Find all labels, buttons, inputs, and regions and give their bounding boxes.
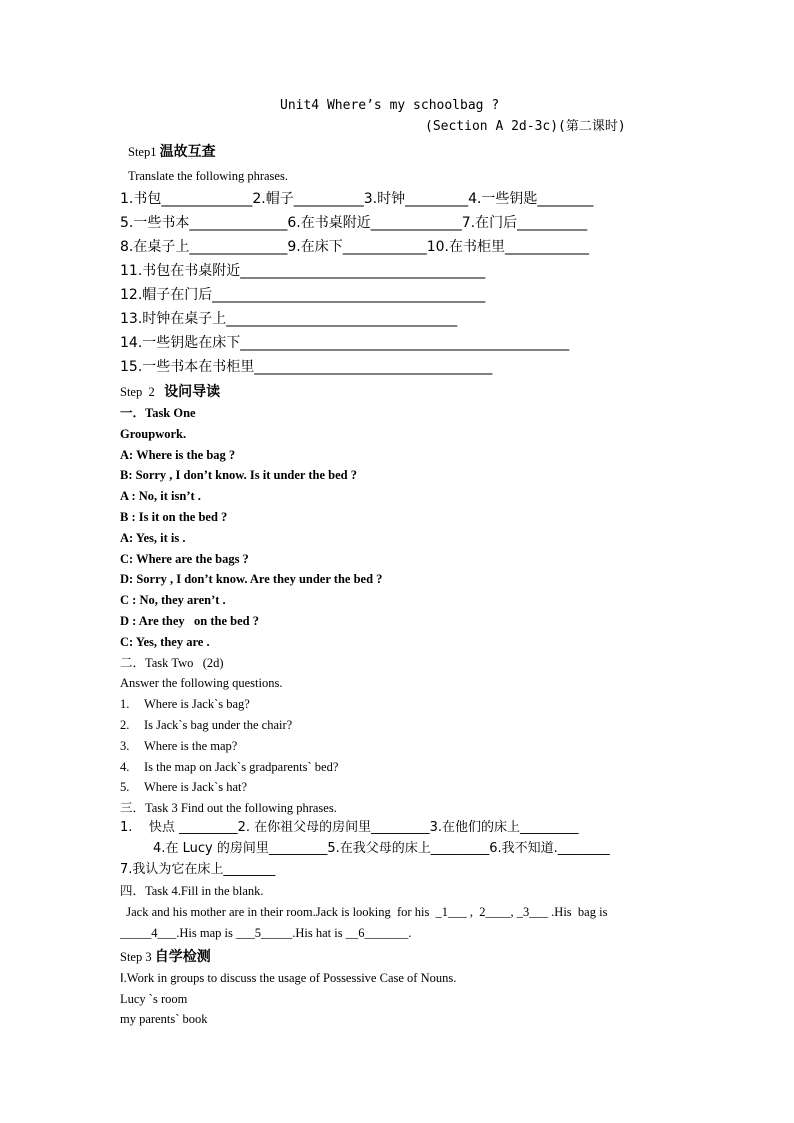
task2-instruction: Answer the following questions.: [120, 676, 283, 690]
example-line: my parents` book: [120, 1012, 208, 1026]
question-text: Is the map on Jack`s gradparents` bed?: [144, 760, 339, 774]
dialogue-line: D : Are they on the bed ?: [120, 614, 260, 628]
step2-label: Step 2: [120, 385, 155, 399]
task3-title: 三．Task 3 Find out the following phrases.: [120, 801, 337, 815]
phrase-line-3: 8.在桌子上______________9.在床下____________10.在书柜里____________: [120, 239, 589, 255]
task4-line-2: _____4___.His map is ___5_____.His hat is __6_______.: [120, 926, 412, 940]
phrase-line-4: 11.书包在书桌附近___________________________________: [120, 263, 486, 279]
question-number: 2.: [120, 718, 130, 732]
question-text: Is Jack`s bag under the chair?: [144, 718, 293, 732]
dialogue-line: C : No, they aren’t .: [120, 593, 226, 607]
document-subtitle: (Section A 2d-3c)(第二课时): [425, 119, 626, 134]
question-item: [120, 779, 247, 795]
question-item: [120, 696, 250, 712]
example-line: Lucy `s room: [120, 992, 188, 1006]
dialogue-line: D: Sorry , I don’t know. Are they under the bed ?: [120, 572, 383, 586]
question-item: [120, 759, 338, 775]
question-text: Where is Jack`s bag?: [144, 697, 250, 711]
phrase-line-8: 15.一些书本在书柜里__________________________________: [120, 359, 493, 375]
phrase-line-1: 1.书包_____________2.帽子__________3.时钟_________4.一些钥匙________: [120, 191, 594, 207]
phrase-line-6: 13.时钟在桌子上_________________________________: [120, 311, 458, 327]
step2-title: 设问导读: [164, 384, 221, 400]
dialogue-line: C: Yes, they are .: [120, 635, 210, 649]
step1-heading: [128, 144, 216, 160]
question-text: Where is the map?: [144, 739, 238, 753]
step3-title: 自学检测: [154, 949, 211, 965]
document-title: Unit4 Where’s my schoolbag ?: [280, 98, 500, 113]
dialogue-line: C: Where are the bags ?: [120, 552, 249, 566]
step2-heading: [120, 384, 220, 400]
task3-line-2: 4.在 Lucy 的房间里_________5.在我父母的床上_________6.我不知道.________: [120, 841, 610, 856]
dialogue-line: A: Yes, it is .: [120, 531, 186, 545]
step3-heading: [120, 949, 211, 965]
step3-item-1: Ⅰ.Work in groups to discuss the usage of Possessive Case of Nouns.: [120, 971, 457, 985]
task3-line-1: 1. 快点 _________2. 在你祖父母的房间里_________3.在他们的床上_________: [120, 820, 579, 835]
step3-label: Step 3: [120, 950, 152, 964]
question-text: Where is Jack`s hat?: [144, 780, 248, 794]
dialogue-line: A : No, it isn’t .: [120, 489, 201, 503]
question-number: 1.: [120, 697, 130, 711]
task4-title: 四．Task 4.Fill in the blank.: [120, 884, 264, 898]
step1-title: 温故互查: [159, 144, 216, 160]
question-number: 3.: [120, 739, 130, 753]
task3-line-3: 7.我认为它在床上________: [120, 862, 276, 877]
dialogue-line: A: Where is the bag ?: [120, 448, 236, 462]
question-item: [120, 738, 237, 754]
dialogue-line: B : Is it on the bed ?: [120, 510, 228, 524]
step1-instruction: Translate the following phrases.: [128, 169, 288, 183]
phrase-line-5: 12.帽子在门后_______________________________________: [120, 287, 486, 303]
task4-line-1: Jack and his mother are in their room.Jack is looking for his _1___ , 2____, _3___ .His bag is: [120, 905, 608, 919]
task1-title: 一．Task One: [120, 406, 196, 420]
phrase-line-7: 14.一些钥匙在床下_______________________________________________: [120, 335, 570, 351]
question-number: 5.: [120, 780, 130, 794]
phrase-line-2: 5.一些书本______________6.在书桌附近_____________7.在门后__________: [120, 215, 588, 231]
dialogue-line: B: Sorry , I don’t know. Is it under the bed ?: [120, 468, 357, 482]
task2-title: 二．Task Two (2d): [120, 656, 224, 670]
step1-label: Step1: [128, 145, 157, 159]
question-item: [120, 717, 292, 733]
groupwork-label: Groupwork.: [120, 427, 187, 441]
question-number: 4.: [120, 760, 130, 774]
